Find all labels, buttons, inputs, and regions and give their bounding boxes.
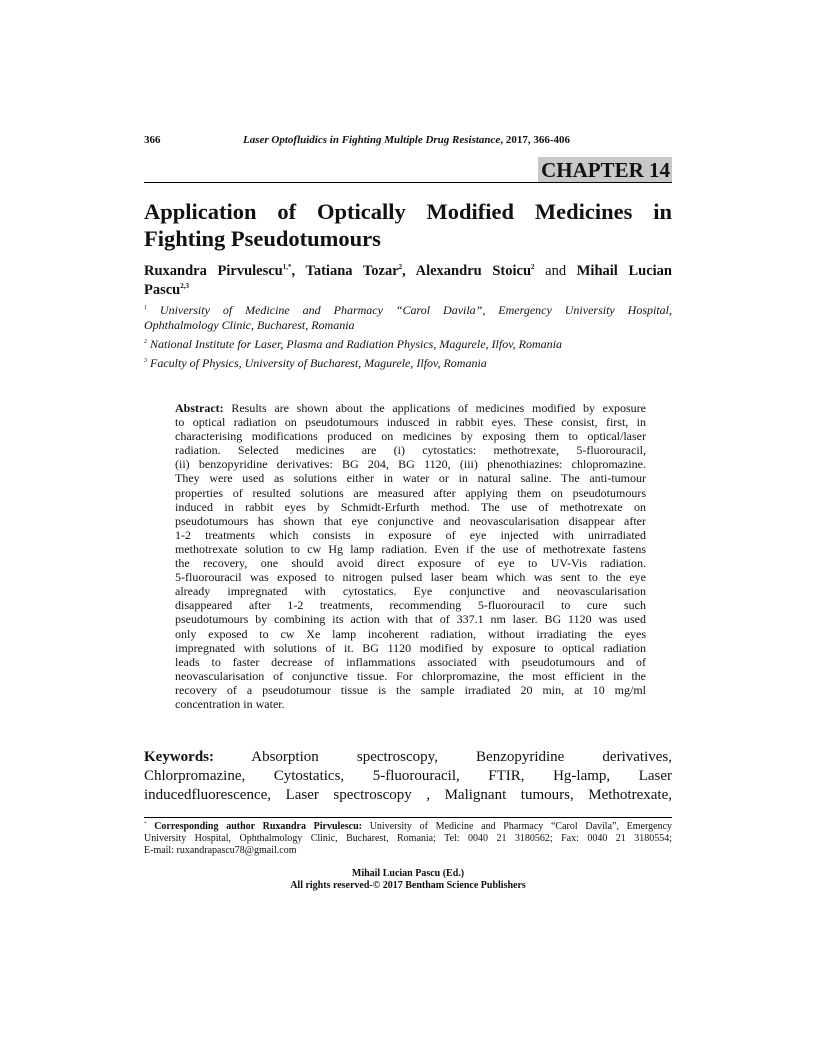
- title-line-2: Fighting Pseudotumours: [144, 226, 381, 251]
- keywords-line: [144, 748, 672, 767]
- author-separator: ,: [402, 263, 416, 279]
- abstract-line: 5-fluorouracil was exposed to nitrogen pulsed laser beam which was sent to the eye: [175, 570, 646, 585]
- abstract-line: radiation. Selected medicines are (i) cytostatics: methotrexate, 5-fluorouracil,: [175, 443, 646, 458]
- author-affiliation-mark: 2: [398, 263, 403, 271]
- abstract-line: already impregnated with cytostatics. Eye conjunctive and neovascularisation: [175, 584, 646, 599]
- author-name: Mihail Lucian: [576, 263, 672, 279]
- page-number: 366: [144, 134, 161, 146]
- footnote-text: University of Medicine and Pharmacy “Carol Davila”, Emergency: [362, 821, 673, 832]
- footnote-line: [144, 821, 672, 833]
- paper-title: [144, 198, 672, 252]
- footnote-divider: [144, 817, 672, 818]
- affiliation-line: [144, 303, 672, 318]
- affiliation-text: Faculty of Physics, University of Bucharest, Magurele, Ilfov, Romania: [147, 356, 487, 370]
- keywords-line: inducedfluorescence, Laser spectroscopy , Malignant tumours, Methotrexate,: [144, 787, 672, 803]
- editor-credit: Mihail Lucian Pascu (Ed.): [351, 868, 465, 879]
- running-title: [243, 134, 570, 146]
- author-name: Tatiana Tozar: [305, 263, 399, 279]
- author-line-1: [144, 262, 672, 281]
- corresponding-author-footnote: [144, 821, 672, 857]
- author-name: Alexandru Stoicu: [415, 263, 532, 279]
- copyright-notice: All rights reserved-© 2017 Bentham Science Publishers: [290, 880, 526, 891]
- abstract-line: recovery of a pseudotumour tissue is the sample irradiated 20 min, at 10 mg/ml: [175, 682, 646, 697]
- abstract-line: 1-2 treatments which consists in exposure of eye injected with unirradiated: [175, 527, 646, 542]
- affiliation-number: 1: [144, 305, 147, 311]
- abstract-line: pseudotumours has shown that eye conjunctive and neovascularisation disappear after: [175, 513, 646, 528]
- abstract-line: neovascularisation of conjunctive tissue. For chlorpromazine, the most efficient in the: [175, 668, 646, 683]
- abstract-line: properties of resulted solutions are measured after applying them on pseudotumours: [175, 485, 646, 500]
- author-separator: ,: [291, 263, 306, 279]
- abstract-line: only exposed to cw Xe lamp incoherent radiation, without irradiating the eyes: [175, 626, 646, 641]
- book-title: Laser Optofluidics in Fighting Multiple Drug Resistance: [243, 134, 501, 146]
- abstract-text: Results are shown about the applications of medicines modified by exposure: [223, 401, 646, 415]
- keywords-text: Absorption spectroscopy, Benzopyridine derivatives,: [251, 749, 672, 765]
- affiliation-text: National Institute for Laser, Plasma and Radiation Physics, Magurele, Ilfov, Romania: [147, 337, 562, 351]
- abstract-line: the recovery, one should avoid direct exposure of eye to UV-Vis radiation.: [175, 556, 646, 571]
- footnote-label: Corresponding author Ruxandra Pirvulescu:: [146, 821, 362, 832]
- chapter-label: CHAPTER 14: [538, 157, 672, 182]
- paper-page: [144, 0, 672, 1056]
- abstract-line: pseudotumours by combining its action with that of 337.1 nm laser. BG 1120 was used: [175, 612, 646, 627]
- affiliation-text: University of Medicine and Pharmacy “Carol Davila”, Emergency University Hospital,: [147, 303, 672, 317]
- abstract-line: disappeared after 1-2 treatments, recommending 5-fluorouracil to cure such: [175, 598, 646, 613]
- title-line-1: Application of Optically Modified Medicines in: [144, 199, 672, 224]
- affiliation-3: [144, 356, 672, 371]
- book-details: , 2017, 366-406: [500, 134, 570, 146]
- abstract-line: characterising modifications produced on medicines by exposing them to optical/laser: [175, 429, 646, 444]
- abstract-label: Abstract:: [175, 401, 224, 415]
- affiliation-number: 2: [144, 339, 147, 345]
- abstract: [175, 401, 646, 711]
- keywords-line: Chlorpromazine, Cytostatics, 5-fluorouracil, FTIR, Hg-lamp, Laser: [144, 768, 672, 784]
- publisher-imprint: [144, 868, 672, 892]
- affiliation-1: [144, 303, 672, 333]
- abstract-line: concentration in water.: [175, 696, 285, 711]
- abstract-line: to optical radiation on pseudotumours indusced in rabbit eyes. These consist, first, in: [175, 415, 646, 430]
- affiliation-text: Ophthalmology Clinic, Bucharest, Romania: [144, 318, 355, 332]
- abstract-line: methotrexate solution to cw Hg lamp radiation. Even if the use of methotrexate fastens: [175, 541, 646, 556]
- abstract-line: (ii) benzopyridine derivatives: BG 204, BG 1120, (iii) phenothiazines: chlopromazine.: [175, 457, 646, 472]
- author-affiliation-mark: 1,*: [282, 263, 292, 271]
- abstract-line: They were used as solutions either in water or in natural saline. The anti-tumour: [175, 471, 646, 486]
- affiliation-2: [144, 337, 672, 352]
- chapter-divider: [144, 182, 672, 183]
- footnote-line: University Hospital, Ophthalmology Clinic, Bucharest, Romania; Tel: 0040 21 3180562; Fax: 0040 21 3180554;: [144, 833, 672, 844]
- author-affiliation-mark: 2: [531, 263, 535, 271]
- footnote-marker: *: [144, 822, 147, 827]
- author-name: Ruxandra Pirvulescu: [144, 263, 283, 279]
- keywords: [144, 748, 672, 805]
- affiliation-number: 3: [144, 358, 147, 364]
- author-affiliation-mark: 2,3: [180, 282, 189, 290]
- author-line-2: [144, 282, 189, 298]
- footnote-line: E-mail: ruxandrapascu78@gmail.com: [144, 845, 297, 856]
- abstract-line: leads to faster decrease of inflammations associated with pseudotumours and of: [175, 654, 646, 669]
- keywords-label: Keywords:: [144, 749, 214, 765]
- author-list: [144, 262, 672, 300]
- author-name: Pascu: [144, 282, 181, 298]
- abstract-line: [175, 401, 646, 415]
- abstract-line: impregnated with solutions of it. BG 1120 modified by exposure to optical radiation: [175, 640, 646, 655]
- author-conjunction: and: [534, 263, 577, 279]
- abstract-line: induced in rabbit eyes by Schmidt-Erfurth method. The use of methotrexate on: [175, 499, 646, 514]
